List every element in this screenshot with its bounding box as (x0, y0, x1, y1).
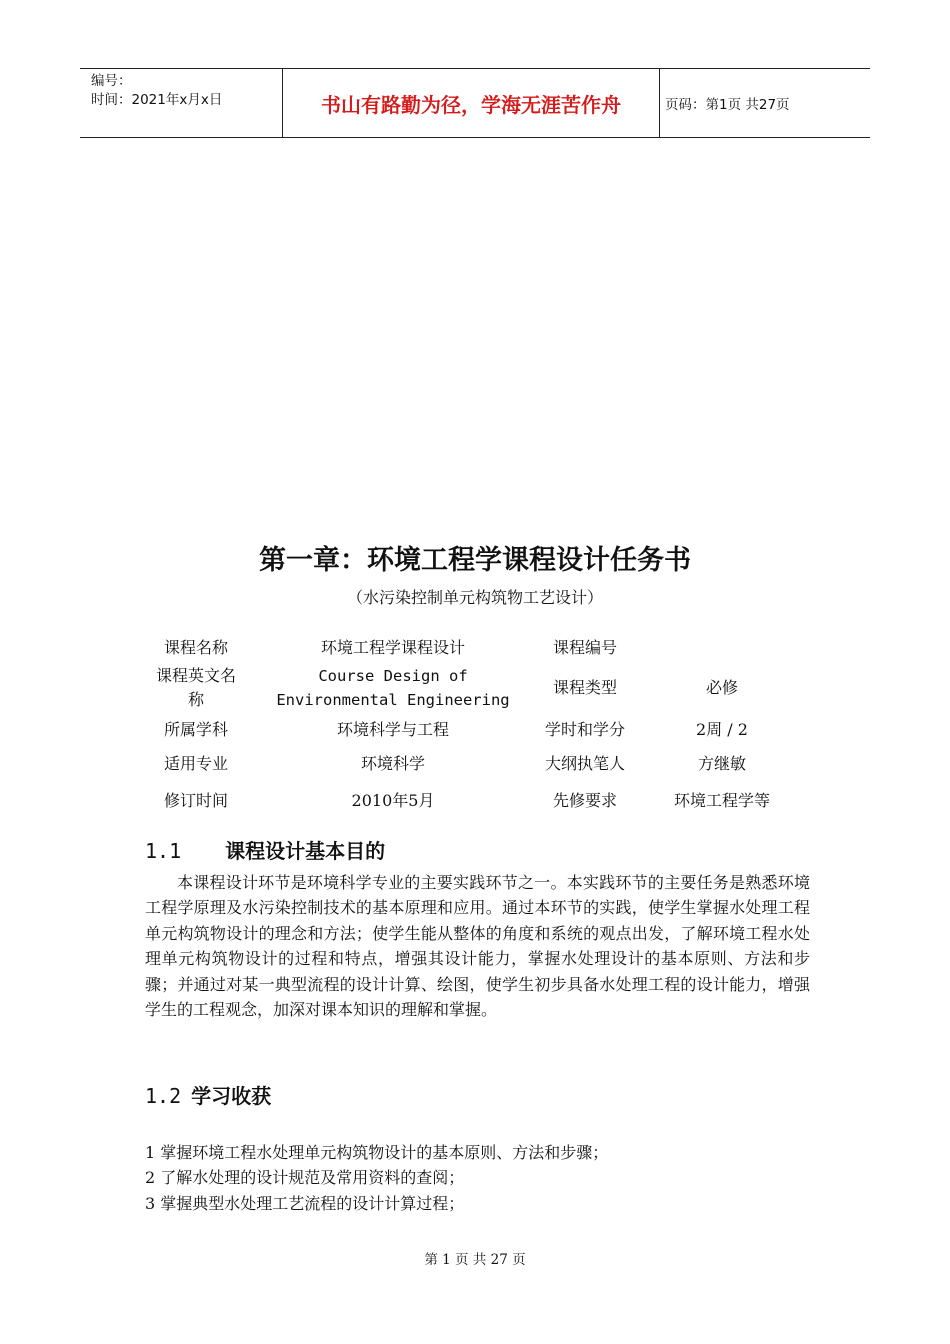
label-prerequisites: 先修要求 (552, 791, 617, 810)
chapter-title: 第一章：环境工程学课程设计任务书 (259, 545, 691, 576)
value-hours-credits: 2周 / 2 (696, 720, 748, 739)
value-discipline: 环境科学与工程 (336, 720, 449, 739)
header-meta (80, 69, 282, 137)
label-author: 大纲执笔人 (544, 754, 625, 773)
label-english-line2: 称 (187, 690, 204, 709)
label-english-line1: 课程英文名 (155, 666, 236, 685)
section-heading-1-2 (145, 1080, 271, 1109)
label-hours-credits: 学时和学分 (544, 720, 625, 739)
english-name-line2: Environmental Engineering (276, 691, 510, 709)
label-major: 适用专业 (163, 754, 228, 773)
value-major: 环境科学 (360, 754, 425, 773)
value-course-name: 环境工程学课程设计 (320, 638, 465, 657)
label-discipline: 所属学科 (163, 720, 228, 739)
learning-outcomes-list (145, 1140, 608, 1216)
section-title: 课程设计基本目的 (225, 839, 386, 863)
value-author: 方继敏 (697, 754, 746, 773)
english-name-line1: Course Design of (318, 667, 468, 685)
chapter-subtitle: （水污染控制单元构筑物工艺设计） (346, 588, 603, 607)
section-number: 1.2 (145, 1084, 182, 1108)
list-item: 3 掌握典型水处理工艺流程的设计计算过程； (145, 1193, 465, 1213)
label-course-type: 课程类型 (552, 678, 617, 697)
section-1-1-body: 本课程设计环节是环境科学专业的主要实践环节之一。本实践环节的主要任务是熟悉环境工程学原理及水污染控制技术的基本原理和应用。通过本环节的实践，使学生掌握水处理工程单元构筑物设计的理念和方法；使学生能从整体的角度和系统的观点出发，了解环境工程水处理单元构筑物设计的过程和特点，增强其设计能力，掌握水处理设计的基本原则、方法和步骤；并通过对某一典型流程的设计计算、绘图，使学生初步具备水处理工程的设计能力，增强学生的工程观念，加深对课本知识的理解和掌握。 (145, 873, 810, 1020)
page-header (80, 68, 870, 138)
section-title: 学习收获 (191, 1084, 272, 1108)
value-prerequisites: 环境工程学等 (673, 791, 770, 810)
time-label: 时间：2021年x月x日 (91, 92, 223, 108)
page-footer: 第 1 页 共 27 页 (424, 1252, 526, 1268)
label-course-name: 课程名称 (163, 638, 228, 657)
label-revision-date: 修订时间 (163, 791, 228, 810)
header-page-label: 页码：第1页 共27页 (665, 97, 790, 113)
label-course-code: 课程编号 (552, 638, 617, 657)
list-item: 2 了解水处理的设计规范及常用资料的查阅； (145, 1168, 465, 1188)
code-label: 编号： (91, 73, 132, 89)
label-english-name (140, 664, 252, 712)
value-course-type: 必修 (705, 678, 738, 697)
value-english-name (266, 664, 520, 712)
list-item: 1 掌握环境工程水处理单元构筑物设计的基本原则、方法和步骤； (145, 1143, 609, 1162)
value-revision-date: 2010年5月 (351, 791, 435, 810)
header-motto: 书山有路勤为径，学海无涯苦作舟 (282, 69, 660, 137)
section-heading-1-1 (145, 835, 385, 864)
section-number: 1.1 (145, 839, 182, 863)
